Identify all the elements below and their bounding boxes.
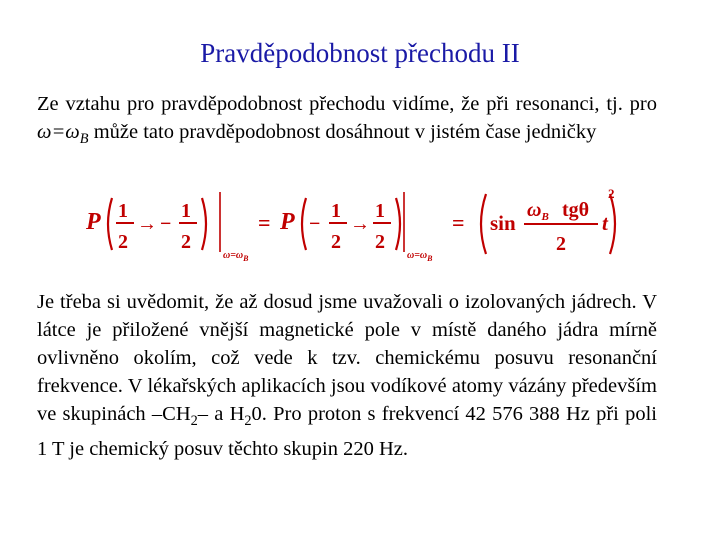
page-title: Pravděpodobnost přechodu II bbox=[200, 38, 520, 68]
chem-text-a: Je třeba si uvědomit, že až dosud jsme uvažovali o izolovaných jádrech. V látce je přiložené vnější magnetické pole v místě daného jádra mírně ovlivněno okolím, což vede k tzv. chemickému posuvu resonanční frekvence. V lékařských aplikacích jsou vodíkové atomy vázány především ve skupinách –CH bbox=[37, 291, 657, 425]
h-subscript: 2 bbox=[244, 413, 252, 430]
omega-equation: ω=ω bbox=[37, 121, 80, 143]
ch-subscript: 2 bbox=[190, 413, 198, 430]
intro-paragraph bbox=[37, 90, 657, 153]
formula-paren-left-3 bbox=[481, 194, 486, 254]
formula-equals-2: = bbox=[452, 210, 465, 235]
chem-text-b: – a H bbox=[197, 403, 245, 425]
formula-den-5: 2 bbox=[556, 233, 566, 255]
formula-paren-right-2 bbox=[396, 198, 400, 250]
formula-den-1: 2 bbox=[118, 231, 128, 253]
formula-paren-left-1 bbox=[108, 198, 112, 250]
formula-paren-left-2 bbox=[302, 198, 306, 250]
formula-num-4: 1 bbox=[375, 200, 385, 222]
intro-text-a: Ze vztahu pro pravděpodobnost přechodu vidíme, že při resonanci, tj. pro bbox=[37, 93, 657, 115]
formula-omega-b: $\omega_B$ bbox=[527, 199, 549, 223]
transition-probability-formula bbox=[82, 186, 622, 266]
formula-num-3: 1 bbox=[331, 200, 341, 222]
formula-paren-right-1 bbox=[202, 198, 206, 250]
omega-subscript: B bbox=[79, 131, 89, 148]
formula-paren-right-3 bbox=[610, 194, 615, 254]
formula-p-1: P bbox=[86, 209, 101, 235]
chem-text-c: 0. Pro proton s frekvencí 42 576 388 Hz při poli 1 T je chemický posuv těchto skupin 220 Hz. bbox=[37, 403, 657, 461]
intro-text-b: může tato pravděpodobnost dosáhnout v jistém čase jedničky bbox=[88, 121, 597, 143]
formula-power: 2 bbox=[608, 186, 615, 201]
formula-den-2: 2 bbox=[181, 231, 191, 253]
formula-den-3: 2 bbox=[331, 231, 341, 253]
formula-equals-1: = bbox=[258, 210, 271, 235]
formula-minus-1: − bbox=[160, 213, 172, 235]
formula-tg-theta: tgθ bbox=[562, 199, 590, 221]
formula-p-2: P bbox=[280, 209, 295, 235]
formula-minus-2: − bbox=[309, 213, 321, 235]
chemical-shift-paragraph bbox=[37, 288, 657, 463]
formula-t: t bbox=[602, 211, 608, 235]
formula-num-2: 1 bbox=[181, 200, 191, 222]
formula-eval-sub-1: $\omega=\omega_B$ bbox=[223, 250, 249, 263]
formula-den-4: 2 bbox=[375, 231, 385, 253]
formula-arrow-1: → bbox=[137, 213, 157, 235]
formula-eval-sub-2: $\omega=\omega_B$ bbox=[407, 250, 433, 263]
formula-sin: sin bbox=[490, 211, 516, 235]
formula-num-1: 1 bbox=[118, 200, 128, 222]
formula-arrow-2: → bbox=[350, 213, 370, 235]
